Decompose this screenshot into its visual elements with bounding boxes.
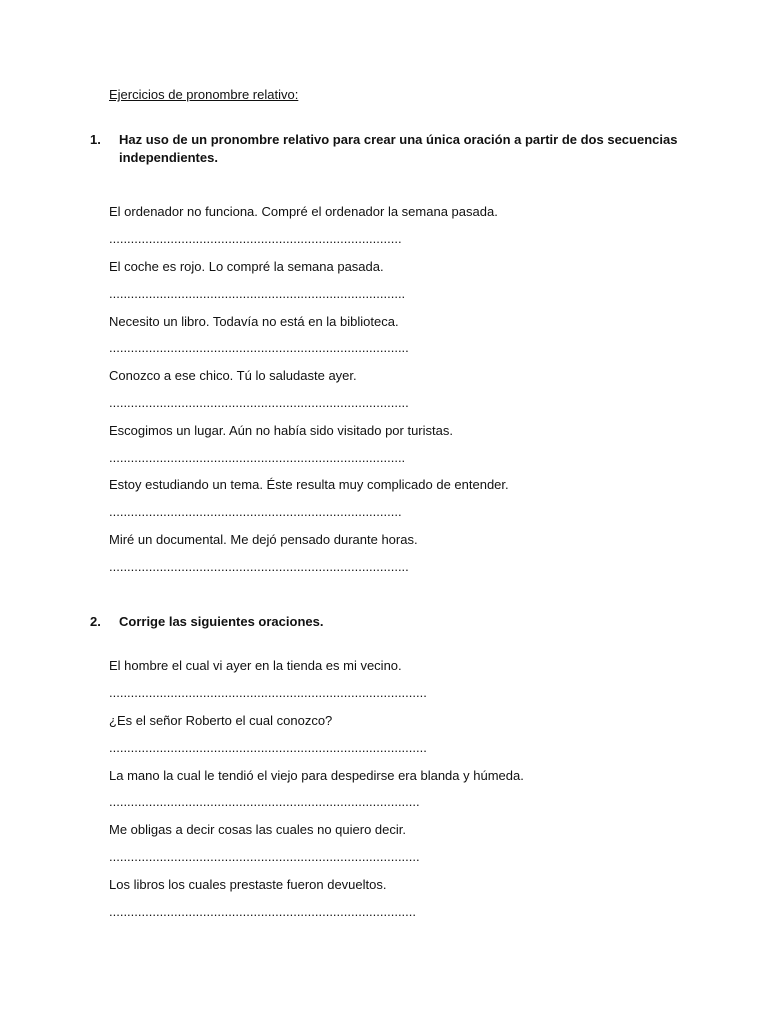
- exercise-1-7-sentence: Miré un documental. Me dejó pensado durante horas.: [109, 532, 418, 547]
- exercise-1-4-sentence: Conozco a ese chico. Tú lo saludaste ayer.: [109, 368, 357, 383]
- exercise-1-2-answer-line[interactable]: ..................................................................................: [109, 286, 406, 301]
- section-1-number: 1.: [90, 132, 101, 147]
- exercise-1-6-sentence: Estoy estudiando un tema. Éste resulta muy complicado de entender.: [109, 477, 509, 492]
- exercise-1-5-sentence: Escogimos un lugar. Aún no había sido visitado por turistas.: [109, 423, 453, 438]
- exercise-1-3-answer-line[interactable]: ...................................................................................: [109, 340, 409, 355]
- exercise-1-3-sentence: Necesito un libro. Todavía no está en la biblioteca.: [109, 314, 399, 329]
- section-1-instruction: Haz uso de un pronombre relativo para crear una única oración a partir de dos secuencias independientes.: [119, 132, 678, 165]
- exercise-1-6-answer-line[interactable]: .................................................................................: [109, 504, 402, 519]
- exercise-1-5-answer-line[interactable]: ..................................................................................: [109, 450, 406, 465]
- exercise-2-2-sentence: ¿Es el señor Roberto el cual conozco?: [109, 713, 333, 728]
- exercise-1-1-sentence: El ordenador no funciona. Compré el ordenador la semana pasada.: [109, 204, 498, 219]
- exercise-2-5-answer-line[interactable]: .....................................................................................: [109, 904, 417, 919]
- worksheet-title: Ejercicios de pronombre relativo:: [109, 87, 299, 102]
- exercise-2-1-sentence: El hombre el cual vi ayer en la tienda es mi vecino.: [109, 658, 402, 673]
- exercise-2-4-answer-line[interactable]: ......................................................................................: [109, 849, 420, 864]
- exercise-2-5-sentence: Los libros los cuales prestaste fueron devueltos.: [109, 877, 387, 892]
- exercise-1-7-answer-line[interactable]: ...................................................................................: [109, 559, 409, 574]
- section-2-number: 2.: [90, 614, 101, 629]
- exercise-2-3-answer-line[interactable]: ......................................................................................: [109, 794, 420, 809]
- exercise-2-1-answer-line[interactable]: ........................................................................................: [109, 685, 427, 700]
- exercise-2-4-sentence: Me obligas a decir cosas las cuales no quiero decir.: [109, 822, 406, 837]
- exercise-1-2-sentence: El coche es rojo. Lo compré la semana pasada.: [109, 259, 384, 274]
- section-2-instruction: Corrige las siguientes oraciones.: [119, 614, 324, 629]
- exercise-1-4-answer-line[interactable]: ...................................................................................: [109, 395, 409, 410]
- exercise-2-2-answer-line[interactable]: ........................................................................................: [109, 740, 427, 755]
- exercise-2-3-sentence: La mano la cual le tendió el viejo para despedirse era blanda y húmeda.: [109, 768, 524, 783]
- exercise-1-1-answer-line[interactable]: .................................................................................: [109, 231, 402, 246]
